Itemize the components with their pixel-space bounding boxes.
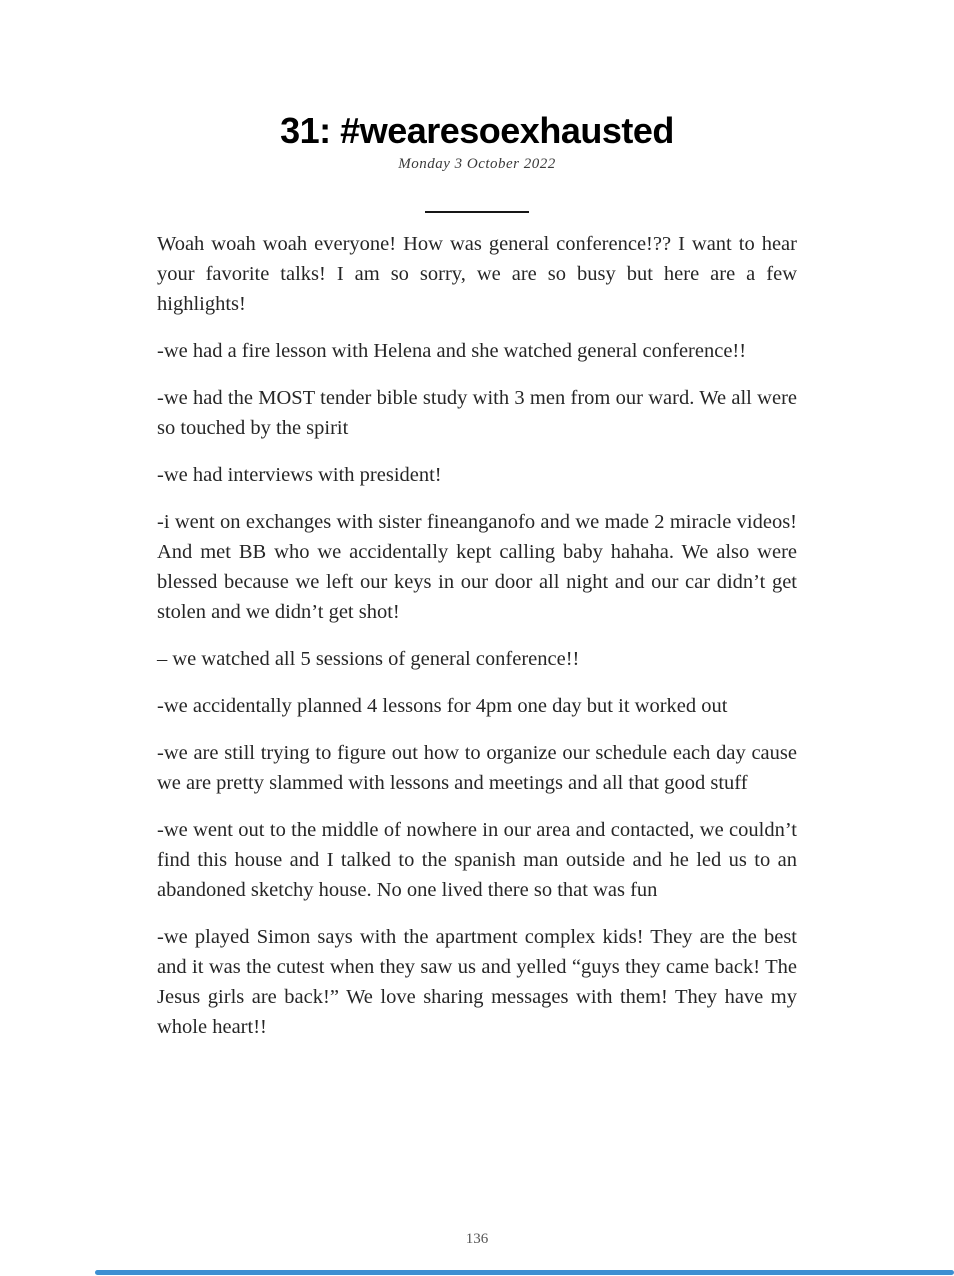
page-title: 31: #wearesoexhausted (280, 110, 674, 151)
section-divider (425, 211, 529, 213)
paragraph: -we had the MOST tender bible study with 3 men from our ward. We all were so touched by the spirit (157, 387, 797, 440)
paragraph: – we watched all 5 sessions of general conference!! (157, 648, 580, 671)
page-number: 136 (465, 1231, 489, 1247)
paragraph: -we played Simon says with the apartment complex kids! They are the best and it was the cutest when they saw us and yelled “guys they came back! The Jesus girls are back!” We love sharing messages with them! They have my whole heart!! (157, 926, 797, 1039)
paragraph: -i went on exchanges with sister fineanganofo and we made 2 miracle videos! And met BB who we accidentally kept calling baby hahaha. We also were blessed because we left our keys in our door all night and our car didn’t get stolen and we didn’t get shot! (157, 511, 797, 624)
entry-date: Monday 3 October 2022 (398, 156, 556, 173)
paragraph: -we had a fire lesson with Helena and she watched general conference!! (157, 340, 747, 363)
paragraph: -we had interviews with president! (157, 464, 442, 487)
paragraph: -we are still trying to figure out how to organize our schedule each day cause we are pretty slammed with lessons and meetings and all that good stuff (157, 742, 797, 795)
bottom-accent-bar (95, 1270, 954, 1275)
paragraph: Woah woah woah everyone! How was general conference!?? I want to hear your favorite talks! I am so sorry, we are so busy but here are a few highlights! (157, 233, 797, 316)
entry-body (157, 229, 797, 1042)
paragraph: -we went out to the middle of nowhere in our area and contacted, we couldn’t find this house and I talked to the spanish man outside and he led us to an abandoned sketchy house. No one lived there so that was fun (157, 819, 797, 902)
page-content (157, 0, 797, 1042)
paragraph: -we accidentally planned 4 lessons for 4pm one day but it worked out (157, 695, 728, 718)
